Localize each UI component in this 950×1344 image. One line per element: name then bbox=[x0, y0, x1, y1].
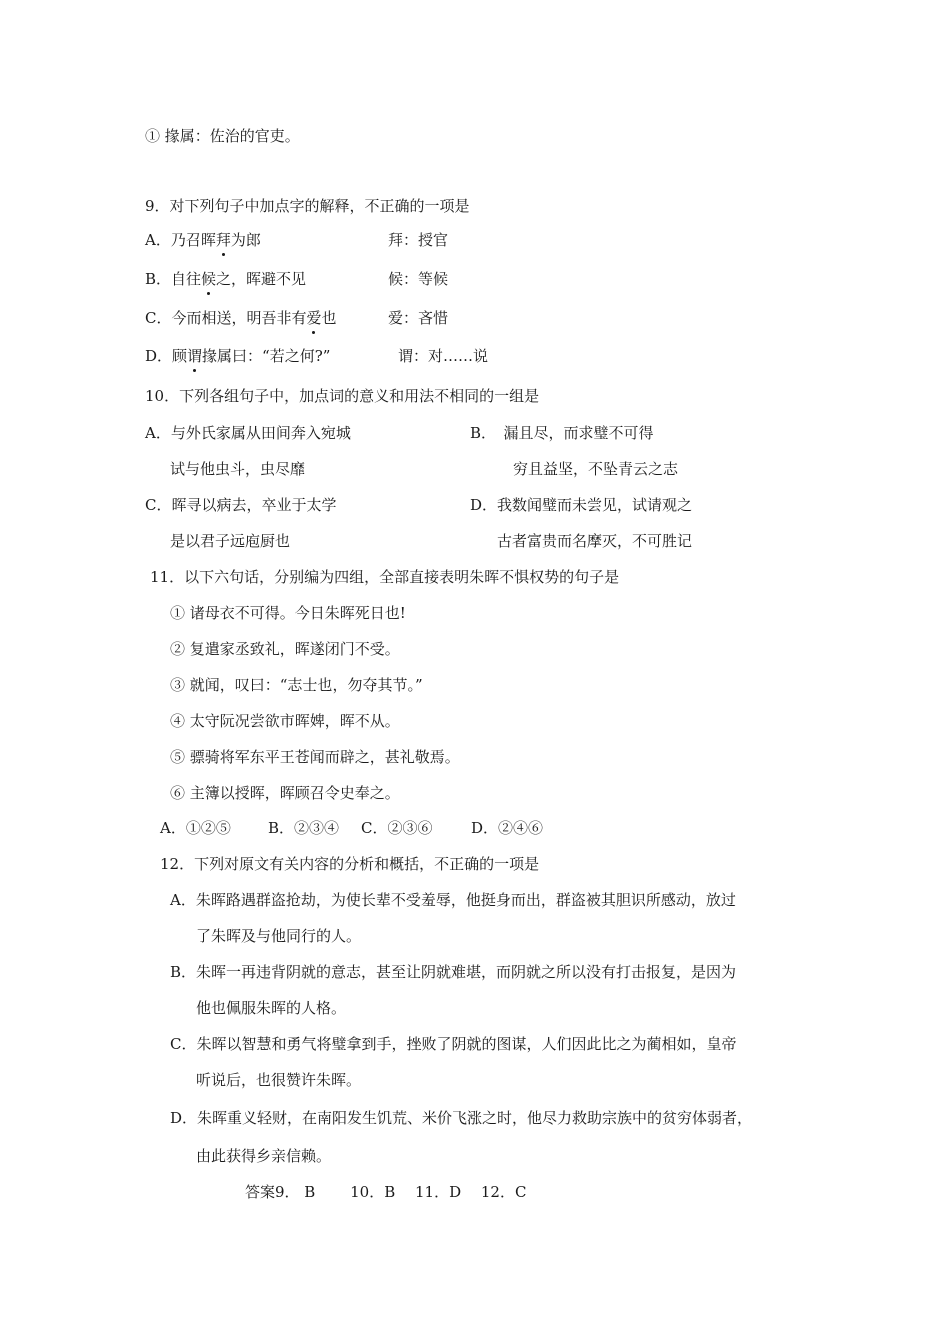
answer-key: 答案9． B 10．B 11．D 12．C bbox=[245, 1183, 527, 1201]
q10-c-line2: 是以君子远庖厨也 bbox=[170, 532, 291, 550]
q12-a-line1: A．朱晖路遇群盗抢劫，为使长辈不受羞辱，他挺身而出，群盗被其胆识所感动，放过 bbox=[170, 891, 736, 909]
emphasis-dot-char: 拜 bbox=[215, 231, 231, 249]
q10-d-line1: D．我数闻璧而未尝见，试请观之 bbox=[470, 496, 693, 514]
q9-option-b: B．自往候之，晖避不见 bbox=[145, 270, 307, 288]
q12-c-line1: C．朱晖以智慧和勇气将璧拿到手，挫败了阴就的图谋，人们因此比之为蔺相如，皇帝 bbox=[170, 1035, 737, 1053]
q9-option-a: A．乃召晖拜为郎 bbox=[145, 231, 261, 249]
q11-choice-b: B．②③④ bbox=[268, 819, 340, 837]
q12-a-line2: 了朱晖及与他同行的人。 bbox=[196, 927, 362, 945]
q12-b-line2: 他也佩服朱晖的人格。 bbox=[196, 999, 347, 1017]
q11-item-3: ③ 就闻，叹曰：“志士也，勿夺其节。” bbox=[170, 676, 423, 694]
q10-a-line1: A．与外氏家属从田间奔入宛城 bbox=[145, 424, 351, 442]
q11-choice-c: C．②③⑥ bbox=[361, 819, 433, 837]
q9-gloss-b: 候：等候 bbox=[388, 270, 449, 288]
q10-b-line2: 穷且益坚，不坠青云之志 bbox=[513, 460, 679, 478]
q10-stem: 10．下列各组句子中，加点词的意义和用法不相同的一组是 bbox=[145, 387, 540, 405]
footnote: ① 掾属：佐治的官吏。 bbox=[145, 127, 300, 145]
emphasis-dot-char: 候 bbox=[201, 270, 217, 288]
q10-d-line2: 古者富贵而名摩灭，不可胜记 bbox=[497, 532, 693, 550]
q12-b-line1: B．朱晖一再违背阴就的意志，甚至让阴就难堪，而阴就之所以没有打击报复，是因为 bbox=[170, 963, 737, 981]
q9-gloss-c: 爱：吝惜 bbox=[388, 309, 449, 327]
q9-gloss-d: 谓：对……说 bbox=[398, 347, 489, 365]
emphasis-dot-char: 谓 bbox=[187, 347, 203, 365]
q9-option-c: C．今而相送，明吾非有爱也 bbox=[145, 309, 337, 327]
q11-choice-a: A．①②⑤ bbox=[160, 819, 231, 837]
q12-stem: 12．下列对原文有关内容的分析和概括，不正确的一项是 bbox=[160, 855, 540, 873]
q11-item-1: ① 诸母衣不可得。今日朱晖死日也! bbox=[170, 604, 406, 622]
emphasis-dot-char: 爱 bbox=[306, 309, 322, 327]
q10-c-line1: C．晖寻以病去，卒业于太学 bbox=[145, 496, 337, 514]
q11-item-2: ② 复遣家丞致礼，晖遂闭门不受。 bbox=[170, 640, 400, 658]
q11-item-4: ④ 太守阮况尝欲市晖婢，晖不从。 bbox=[170, 712, 400, 730]
q11-item-5: ⑤ 骠骑将军东平王苍闻而辟之，甚礼敬焉。 bbox=[170, 748, 460, 766]
q12-d-line2: 由此获得乡亲信赖。 bbox=[196, 1147, 332, 1165]
q11-choice-d: D．②④⑥ bbox=[471, 819, 544, 837]
q9-stem: 9．对下列句子中加点字的解释，不正确的一项是 bbox=[145, 197, 470, 215]
q9-gloss-a: 拜：授官 bbox=[388, 231, 449, 249]
q11-item-6: ⑥ 主簿以授晖，晖顾召令史奉之。 bbox=[170, 784, 400, 802]
q11-stem: 11．以下六句话，分别编为四组，全部直接表明朱晖不惧权势的句子是 bbox=[150, 568, 620, 586]
q12-c-line2: 听说后，也很赞许朱晖。 bbox=[196, 1071, 362, 1089]
q10-a-line2: 试与他虫斗，虫尽靡 bbox=[170, 460, 306, 478]
q12-d-line1: D．朱晖重义轻财，在南阳发生饥荒、米价飞涨之时，他尽力救助宗族中的贫穷体弱者， bbox=[170, 1109, 753, 1127]
q9-option-d: D．顾谓掾属曰：“若之何?” bbox=[145, 347, 331, 365]
q10-b-line1: B． 漏且尽，而求璧不可得 bbox=[470, 424, 654, 442]
